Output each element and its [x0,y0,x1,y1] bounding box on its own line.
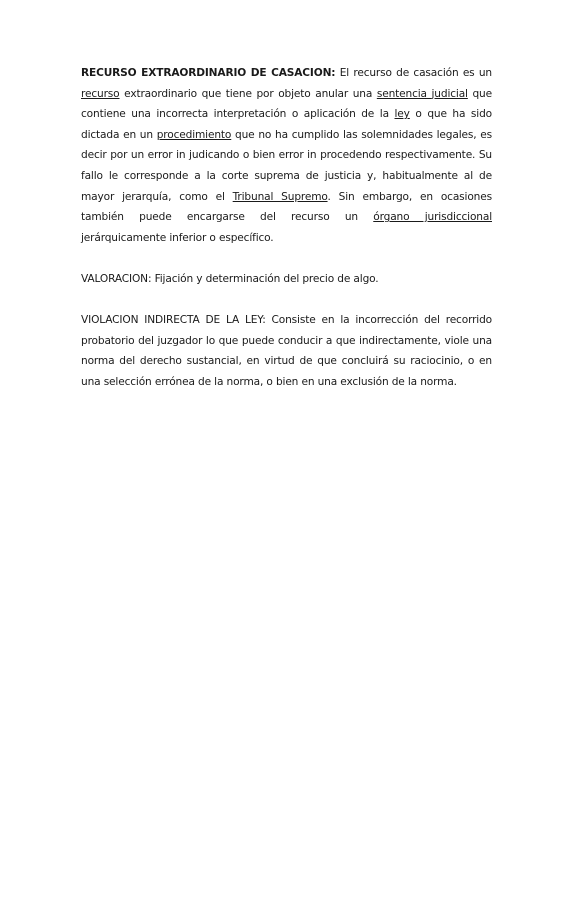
entry-text: El recurso de casación es un [335,67,492,79]
hyperlink-text[interactable]: órgano jurisdiccional [373,211,492,224]
entry-valoracion [81,269,492,290]
hyperlink-text[interactable]: sentencia judicial [376,87,468,100]
entry-violacion-indirecta-de-la-ley [81,310,492,392]
entry-recurso-extraordinario-de-casacion [81,63,492,248]
hyperlink-text[interactable]: procedimiento [156,128,232,141]
entry-text: o que ha sido dictada en un [81,108,492,141]
entry-text: que no ha cumplido las solemnidades legales, es decir por un error in judicando o bien error in procedendo respectivamente. Su fallo le corresponde a la corte suprema de justicia y, habitualmente al de mayor jerarquía, como el [81,128,492,203]
hyperlink-text[interactable]: Tribunal Supremo [232,190,328,203]
entry-text: . Sin embargo, en ocasiones también puede encargarse del recurso un [81,190,492,224]
entry-text: VALORACION: Fijación y determinación del precio de algo. [81,272,379,285]
entry-text: jerárquicamente inferior o específico. [81,231,274,244]
hyperlink-text[interactable]: ley [394,108,410,121]
entry-text: que contiene una incorrecta interpretación o aplicación de la [81,87,492,121]
document-body [81,63,492,393]
entry-term: RECURSO EXTRAORDINARIO DE CASACION: [81,67,336,79]
entry-text: VIOLACION INDIRECTA DE LA LEY: Consiste en la incorrección del recorrido probatorio del juzgador lo que puede conducir a que indirectamente, viole una norma del derecho sustancial, en virtud de que concluirá su raciocinio, o en una selección errónea de la norma, o bien en una exclusión de la norma. [81,314,492,388]
hyperlink-text[interactable]: recurso [81,87,120,100]
entry-text: extraordinario que tiene por objeto anular una [119,87,377,100]
